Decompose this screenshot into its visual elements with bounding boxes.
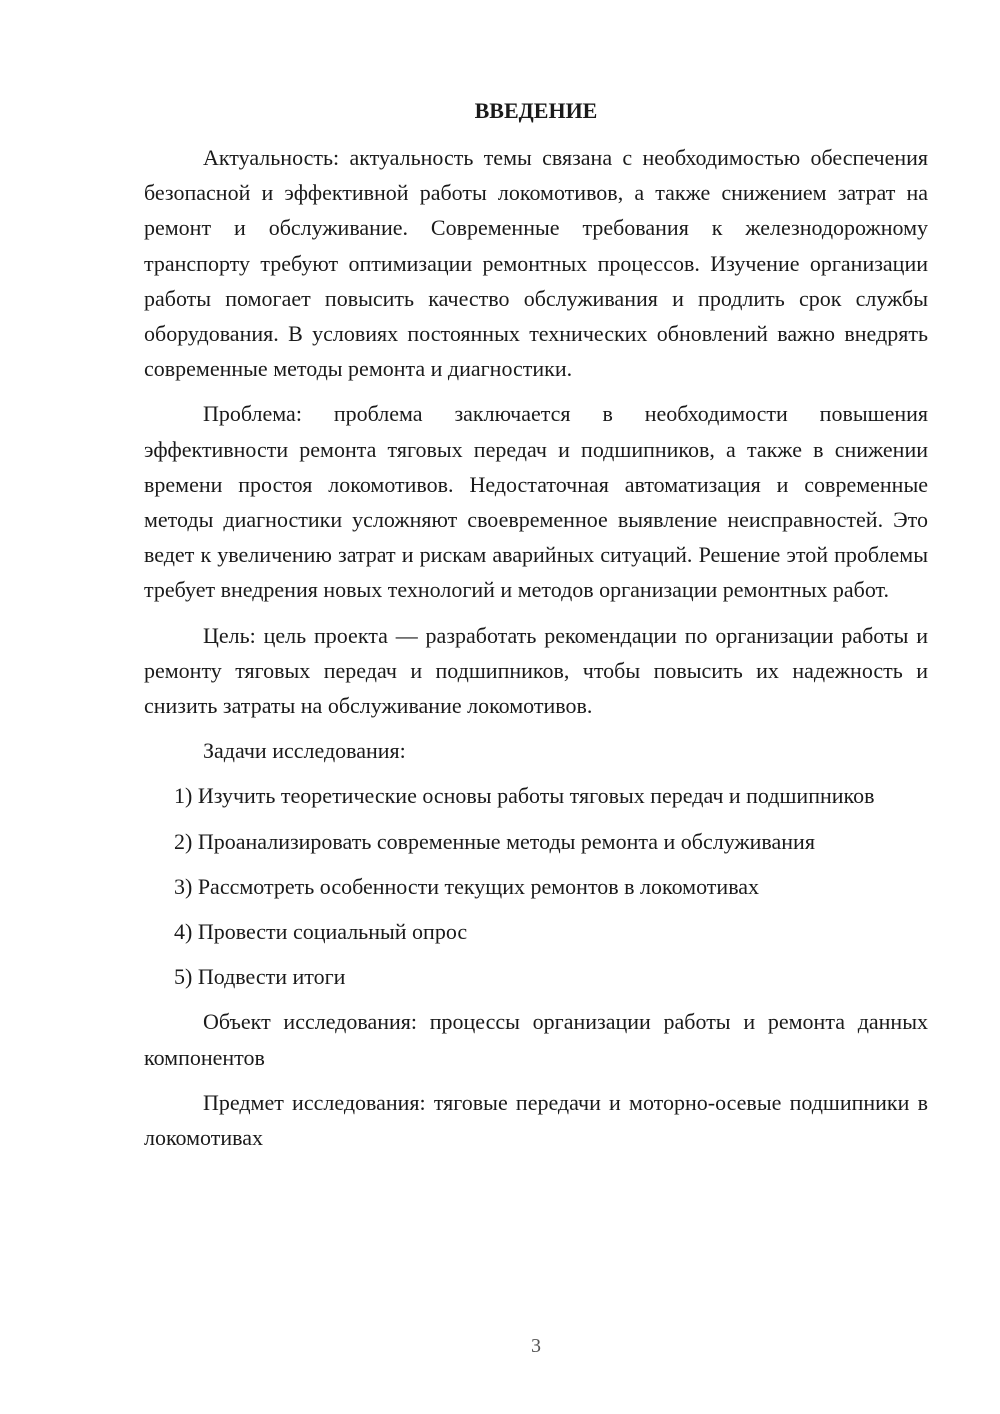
task-item: 3) Рассмотреть особенности текущих ремонтов в локомотивах [174,873,760,899]
task-item: 4) Провести социальный опрос [174,919,468,945]
task-item: 1) Изучить теоретические основы работы тяговых передач и подшипников [174,783,875,809]
page-title: ВВЕДЕНИЕ [474,98,598,123]
relevance-paragraph: Актуальность: актуальность темы связана с необходимостью обеспечения безопасной и эффективной работы локомотивов, а также снижением затрат на ремонт и обслуживание. Современные требования к железнодорожному транспорту требуют оптимизации ремонтных процессов. Изучение организации работы помогает повысить качество обслуживания и продлить срок службы оборудования. В условиях постоянных технических обновлений важно внедрять современные методы ремонта и диагностики. [144,145,928,382]
problem-paragraph: Проблема: проблема заключается в необходимости повышения эффективности ремонта тяговых передач и подшипников, а также в снижении времени простоя локомотивов. Недостаточная автоматизация и современные методы диагностики усложняют своевременное выявление неисправностей. Это ведет к увеличению затрат и рискам аварийных ситуаций. Решение этой проблемы требует внедрения новых технологий и методов организации ремонтных работ. [144,401,928,603]
page-number: 3 [531,1335,541,1357]
task-item: 2) Проанализировать современные методы ремонта и обслуживания [174,828,815,854]
object-paragraph: Объект исследования: процессы организации работы и ремонта данных компонентов [144,1009,928,1070]
tasks-heading: Задачи исследования: [203,738,406,764]
goal-paragraph: Цель: цель проекта — разработать рекомендации по организации работы и ремонту тяговых передач и подшипников, чтобы повысить их надежность и снизить затраты на обслуживание локомотивов. [144,622,928,719]
task-item: 5) Подвести итоги [174,964,346,990]
subject-paragraph: Предмет исследования: тяговые передачи и моторно-осевые подшипники в локомотивах [144,1089,928,1151]
document-page [144,94,928,1155]
